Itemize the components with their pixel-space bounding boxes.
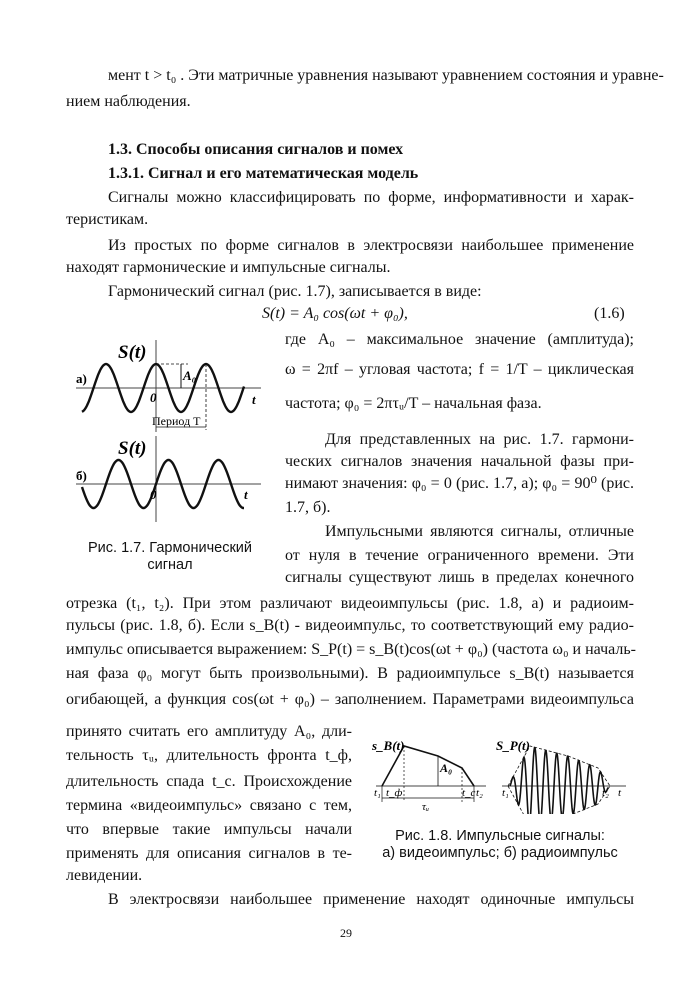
body-line: что впервые такие импульсы начали xyxy=(66,821,352,838)
label-b: б) xyxy=(76,468,87,483)
body-line: мент t > t₀ . Эти матричные уравнения называют уравнением состояния и уравне- xyxy=(108,67,664,84)
body-line: длительность спада t_c. Происхождение xyxy=(66,773,352,790)
figure-1-8 xyxy=(370,734,634,814)
body-line: принято считать его амплитуду A₀, дли- xyxy=(66,723,352,740)
equation-number: (1.6) xyxy=(594,305,625,322)
body-line: Сигналы можно классифицировать по форме, информативности и харак- xyxy=(108,189,634,206)
pulse-signals-plot xyxy=(370,734,634,814)
t2-label: t₂ xyxy=(476,787,483,799)
body-line: Импульсными являются сигналы, отличные xyxy=(325,523,634,540)
t1-label-radio: t₁ xyxy=(502,787,509,799)
body-line: ω = 2πf – угловая частота; f = 1/T – циклическая xyxy=(285,361,634,378)
body-line: ческих сигналов значения начальной фазы при- xyxy=(285,453,634,470)
body-line: частота; φ₀ = 2πτᵤ/T – начальная фаза. xyxy=(285,395,542,412)
body-line: В электросвязи наибольшее применение находят одиночные импульсы xyxy=(108,891,634,908)
a0-label: A₀ xyxy=(440,761,453,775)
body-line: импульс описывается выражением: S_P(t) = s_B(t)cos(ωt + φ₀) (частота ω₀ и началь- xyxy=(66,641,636,658)
body-line: термина «видеоимпульс» связано с тем, xyxy=(66,797,352,814)
body-line: теристикам. xyxy=(66,211,149,228)
body-line: 1.7, б). xyxy=(285,499,331,516)
body-line: левидении. xyxy=(66,867,143,884)
sp-label: S_P(t) xyxy=(496,738,530,753)
radio-pulse xyxy=(510,748,608,814)
s-t-label-b: S(t) xyxy=(118,438,147,459)
body-line: отрезка (t₁, t₂). При этом различают видеоимпульсы (рис. 1.8, а) и радиоим- xyxy=(66,595,634,612)
a0-label: A₀ xyxy=(183,368,197,383)
body-line: нимают значения: φ₀ = 0 (рис. 1.7, а); φ₀ = 90⁰ (рис. xyxy=(285,475,634,492)
t-label-b: t xyxy=(244,487,248,502)
sb-label: s_B(t) xyxy=(372,738,405,753)
label-a: а) xyxy=(76,371,87,386)
body-line: Гармонический сигнал (рис. 1.7), записывается в виде: xyxy=(108,283,482,300)
t1-label: t₁ xyxy=(374,787,381,799)
equation: S(t) = A₀ cos(ωt + φ₀), xyxy=(262,305,408,322)
period-label: Период T xyxy=(152,414,201,428)
harmonic-signal-plot xyxy=(66,332,276,522)
t-label-a: t xyxy=(252,392,256,407)
tau-label: τᵤ xyxy=(422,801,430,813)
body-line: тельность τᵤ, длительность фронта t_ф, xyxy=(66,747,352,764)
figure-1-8-caption: Рис. 1.8. Импульсные сигналы: а) видеоимпульс; б) радиоимпульс xyxy=(382,828,618,861)
t-label-radio: t xyxy=(618,787,622,799)
tc-label: t_c xyxy=(462,787,476,799)
body-line: огибающей, а функция cos(ωt + φ₀) – заполнением. Параметрами видеоимпульса xyxy=(66,691,634,708)
body-line: ная фаза φ₀ могут быть произвольными). В радиоимпульсе s_B(t) называется xyxy=(66,665,634,682)
body-line: пульсы (рис. 1.8, б). Если s_B(t) - видеоимпульс, то соответствующий ему радио- xyxy=(66,617,634,634)
page-number: 29 xyxy=(340,926,352,940)
tf-label: t_ф xyxy=(386,787,403,799)
section-heading: 1.3. Способы описания сигналов и помех xyxy=(108,141,404,158)
body-line: Из простых по форме сигналов в электросвязи наибольшее применение xyxy=(108,237,634,254)
figure-1-7 xyxy=(66,332,276,522)
zero-label-b: 0 xyxy=(150,487,157,502)
zero-label-a: 0 xyxy=(150,390,157,405)
body-line: нием наблюдения. xyxy=(66,93,191,110)
body-line: находят гармонические и импульсные сигналы. xyxy=(66,259,391,276)
s-t-label: S(t) xyxy=(118,342,147,363)
t2-label-radio: t₂ xyxy=(602,787,609,799)
body-line: Для представленных на рис. 1.7. гармони- xyxy=(325,431,634,448)
body-line: применять для описания сигналов в те- xyxy=(66,845,352,862)
body-line: от нуля в течение ограниченного времени. Эти xyxy=(285,547,634,564)
body-line: где A₀ – максимальное значение (амплитуда); xyxy=(285,331,634,348)
figure-1-7-caption: Рис. 1.7. Гармонический сигнал xyxy=(87,540,252,573)
body-line: сигналы существуют лишь в пределах конечного xyxy=(285,569,634,586)
subsection-heading: 1.3.1. Сигнал и его математическая модель xyxy=(108,165,419,182)
